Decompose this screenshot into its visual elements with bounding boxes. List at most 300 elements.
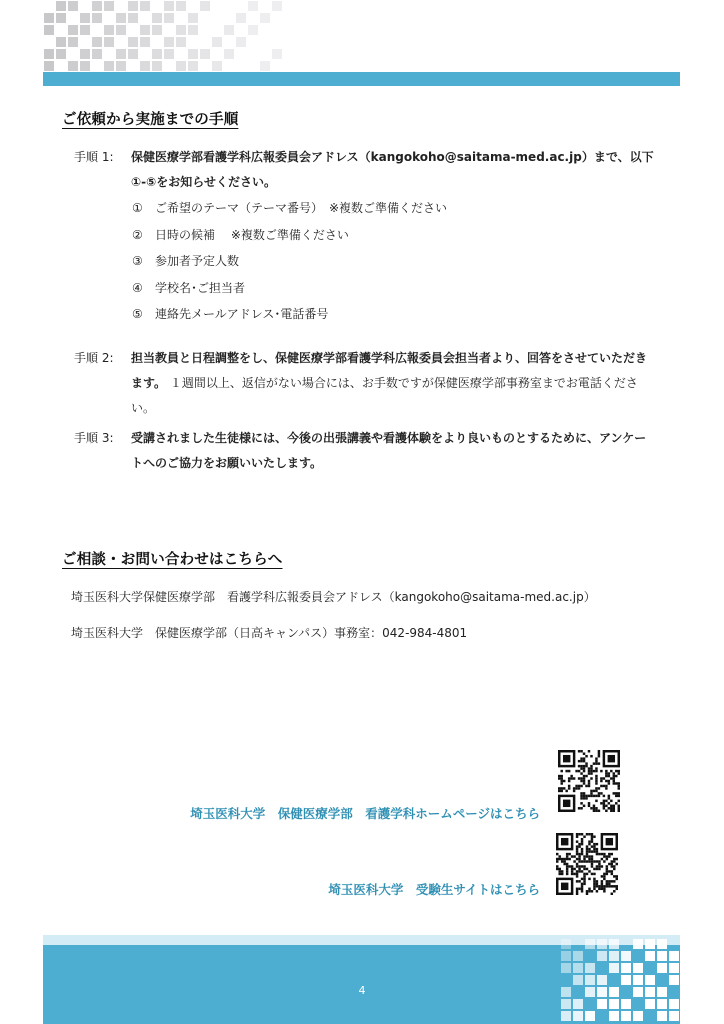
item-number: ② [132,227,143,242]
pattern-square [104,25,114,35]
pattern-square [645,939,655,949]
pattern-square [618,792,620,794]
pattern-square [615,802,617,804]
pattern-square [566,855,568,857]
pattern-square [176,25,186,35]
pattern-square [598,750,600,752]
pattern-square [613,775,615,777]
pattern-square [573,1011,583,1021]
pattern-square [616,878,618,880]
pattern-square [561,860,563,862]
pattern-square [603,885,605,887]
pattern-square [558,868,560,870]
pattern-square [575,785,577,787]
pattern-square [605,810,607,812]
pattern-square [585,762,587,764]
step-2-bold-text: 担当教員と日程調整をし、保健医療学部看護学科広報委員会担当者より、回答をさせていただきます。 [131,351,648,390]
pattern-square [588,890,590,892]
pattern-square [556,860,558,862]
pattern-square [585,785,587,787]
pattern-square [576,840,578,842]
pattern-square [581,860,583,862]
pattern-square [645,951,655,961]
pattern-square [595,782,597,784]
pattern-square [618,785,620,787]
pattern-square [56,13,66,23]
pattern-square [588,888,590,890]
pattern-square [164,1,174,11]
pattern-square [596,848,598,850]
pattern-square [224,25,234,35]
pattern-square [598,810,600,812]
pattern-square [56,37,66,47]
pattern-square [613,890,615,892]
pattern-square [603,802,605,804]
pattern-square [613,865,615,867]
pattern-square [603,795,605,797]
pattern-square [596,880,598,882]
pattern-square [590,755,592,757]
pattern-square [605,775,607,777]
pattern-square [601,853,603,855]
pattern-square [576,845,578,847]
step-3-text: 受講されました生徒様には、今後の出張講義や看護体験をより良いものとするために、アンケートへのご協力をお願いいたします。 [131,431,647,470]
pattern-square [558,777,560,779]
pattern-square [581,833,583,835]
pattern-square [606,865,608,867]
item-number: ④ [132,280,143,295]
pattern-square [583,780,585,782]
pattern-square [561,858,563,860]
pattern-square [610,807,612,809]
pattern-square [616,863,618,865]
pattern-square [573,873,575,875]
pattern-square [578,777,580,779]
pattern-square [578,870,580,872]
pattern-square [581,870,583,872]
pattern-square [581,838,583,840]
pattern-square [556,853,558,855]
pattern-square [611,893,613,895]
pattern-square [609,939,619,949]
pattern-square [583,873,585,875]
pattern-square [598,888,600,890]
pattern-square [80,13,90,23]
pattern-square [561,939,571,949]
pattern-square [116,49,126,59]
header-cross-pattern [43,0,680,72]
item-number: ① [132,201,143,215]
pattern-square [573,999,583,1009]
pattern-square [566,870,568,872]
pattern-square [583,875,585,877]
pattern-square [578,853,580,855]
list-item [132,195,447,222]
pattern-square [128,37,138,47]
pattern-square [603,890,605,892]
pattern-square [591,858,593,860]
pattern-square [188,13,198,23]
pattern-square [613,885,615,887]
pattern-square [591,855,593,857]
pattern-square [609,999,619,1009]
pattern-square [603,875,605,877]
pattern-square [597,999,607,1009]
pattern-square [588,858,590,860]
pattern-square [586,850,588,852]
pattern-square [605,785,607,787]
pattern-square [595,807,597,809]
pattern-square [610,805,612,807]
pattern-square [116,61,126,71]
pattern-square [566,865,568,867]
pattern-square [590,770,592,772]
pattern-square [606,885,608,887]
pattern-square [565,770,567,772]
pattern-square [590,765,592,767]
pattern-square [597,951,607,961]
list-item [132,248,447,275]
pattern-square [68,37,78,47]
pattern-square [576,890,578,892]
pattern-square [44,13,54,23]
pattern-square [580,785,582,787]
pattern-square [581,885,583,887]
pattern-square [593,860,595,862]
pattern-square [605,780,607,782]
pattern-square [580,777,582,779]
pattern-square [576,835,578,837]
pattern-square [583,835,585,837]
pattern-square [613,858,615,860]
pattern-square [633,963,643,973]
pattern-square [615,770,617,772]
pattern-square [588,860,590,862]
pattern-square [583,752,585,754]
pattern-square [576,870,578,872]
pattern-square [578,785,580,787]
pattern-square [593,888,595,890]
pattern-square [212,37,222,47]
pattern-square [583,865,585,867]
pattern-square [588,772,590,774]
pattern-square [588,780,590,782]
pattern-square [593,835,595,837]
pattern-square [608,855,610,857]
pattern-square [580,792,582,794]
pattern-square [573,951,583,961]
pattern-square [615,792,617,794]
pattern-square [566,873,568,875]
pattern-square [595,795,597,797]
pattern-square [583,795,585,797]
pattern-square [583,782,585,784]
pattern-square [621,999,631,1009]
pattern-square [576,893,578,895]
pattern-square [164,37,174,47]
pattern-square [573,855,575,857]
pattern-square [596,883,598,885]
pattern-square [585,765,587,767]
pattern-square [606,880,608,882]
pattern-square [591,890,593,892]
pattern-square [583,797,585,799]
pattern-square [568,770,570,772]
pattern-square [598,853,600,855]
pattern-square [200,49,210,59]
pattern-square [580,767,582,769]
pattern-square [603,800,605,802]
pattern-square [595,775,597,777]
pattern-square [578,845,580,847]
pattern-square [578,750,580,752]
pattern-square [558,775,560,777]
pattern-square [573,777,575,779]
pattern-square [581,883,583,885]
request-items-list [132,195,447,328]
pattern-square [580,760,582,762]
pattern-square [561,838,568,845]
pattern-square [613,860,615,862]
pattern-square [605,772,607,774]
pattern-square [598,868,600,870]
pattern-square [583,805,585,807]
pattern-square [560,782,562,784]
pattern-square [568,785,570,787]
pattern-square [104,61,114,71]
pattern-square [586,855,588,857]
pattern-square [595,780,597,782]
pattern-square [596,868,598,870]
pattern-square [578,833,580,835]
item-number: ③ [132,254,143,268]
pattern-square [593,885,595,887]
pattern-square [595,770,597,772]
pattern-square [590,790,592,792]
pattern-square [608,883,610,885]
pattern-square [575,770,577,772]
pattern-square [598,860,600,862]
pattern-square [116,25,126,35]
pattern-square [596,853,598,855]
pattern-square [588,848,590,850]
pattern-square [603,873,605,875]
pattern-square [618,772,620,774]
pattern-square [588,878,590,880]
pattern-square [588,770,590,772]
pattern-square [188,25,198,35]
pattern-square [613,805,615,807]
pattern-square [581,843,583,845]
pattern-square [613,792,615,794]
pattern-square [610,777,612,779]
pattern-square [560,787,562,789]
pattern-square [560,770,562,772]
pattern-square [573,963,583,973]
pattern-square [600,770,602,772]
pattern-square [593,845,595,847]
pattern-square [600,802,602,804]
pattern-square [605,805,607,807]
pattern-square [561,963,571,973]
pattern-square [597,939,607,949]
pattern-square [583,855,585,857]
pattern-square [590,807,592,809]
pattern-square [583,770,585,772]
pattern-square [581,865,583,867]
pattern-square [578,807,580,809]
pattern-square [608,880,610,882]
pattern-square [608,870,610,872]
step-3 [74,426,654,476]
pattern-square [595,762,597,764]
pattern-square [606,870,608,872]
pattern-square [593,873,595,875]
pattern-square [616,875,618,877]
pattern-square [591,838,593,840]
pattern-square [615,782,617,784]
pattern-square [248,1,258,11]
pattern-square [601,885,603,887]
homepage-link[interactable]: 埼玉医科大学 保健医療学部 看護学科ホームページはこちら [190,806,540,821]
pattern-square [598,865,600,867]
pattern-square [593,878,595,880]
pattern-square [583,777,585,779]
pattern-square [563,787,565,789]
pattern-square [608,782,610,784]
pattern-square [609,963,619,973]
pattern-square [657,963,667,973]
pattern-square [585,939,595,949]
pattern-square [571,870,573,872]
pattern-square [611,880,613,882]
pattern-square [595,790,597,792]
pattern-square [80,25,90,35]
pattern-square [580,807,582,809]
pattern-square [605,770,607,772]
header-band [43,72,680,86]
pattern-square [188,49,198,59]
pattern-square [586,873,588,875]
pattern-square [585,1011,595,1021]
pattern-square [68,1,78,11]
pattern-square [563,755,570,762]
pattern-square [603,807,605,809]
pattern-square [272,1,282,11]
pattern-square [603,805,605,807]
pattern-square [606,858,608,860]
pattern-square [591,845,593,847]
pattern-square [566,863,568,865]
pattern-square [570,777,572,779]
pattern-square [580,780,582,782]
step-2 [74,346,654,421]
pattern-square [609,1011,619,1021]
pattern-square [588,782,590,784]
exam-site-link[interactable]: 埼玉医科大学 受験生サイトはこちら [328,882,540,897]
pattern-square [613,777,615,779]
pattern-square [212,61,222,71]
pattern-square [613,772,615,774]
pattern-square [576,888,578,890]
pattern-square [578,865,580,867]
pattern-square [566,853,568,855]
pattern-square [590,792,592,794]
pattern-square [613,782,615,784]
pattern-square [600,777,602,779]
pattern-square [633,1011,643,1021]
pattern-square [588,802,590,804]
pattern-square [188,61,198,71]
pattern-square [593,848,595,850]
pattern-square [598,795,600,797]
pattern-square [583,860,585,862]
pattern-square [585,755,587,757]
pattern-square [570,775,572,777]
pattern-square [598,787,600,789]
pattern-square [669,963,679,973]
pattern-square [618,782,620,784]
pattern-square [581,848,583,850]
pattern-square [140,1,150,11]
pattern-square [606,883,608,885]
pattern-square [611,865,613,867]
pattern-square [586,853,588,855]
pattern-square [615,775,617,777]
pattern-square [657,999,667,1009]
contact-heading: ご相談・お問い合わせはこちらへ [62,552,283,568]
pattern-square [56,1,66,11]
pattern-square [580,772,582,774]
step-1-text: 保健医療学部看護学科広報委員会アドレス（kangokoho@saitama-med.ac.jp）まで、以下①-⑤をお知らせください。 [131,150,654,189]
pattern-square [44,61,54,71]
pattern-square [576,853,578,855]
pattern-square [583,767,585,769]
step-3-label: 手順 3: [74,431,114,445]
pattern-square [610,810,612,812]
pattern-square [618,787,620,789]
item-text: 連絡先メールアドレス･電話番号 [155,307,329,321]
pattern-square [588,855,590,857]
pattern-square [566,868,568,870]
pattern-square [583,883,585,885]
pattern-square [585,797,587,799]
pattern-square [591,840,593,842]
pattern-square [595,777,597,779]
pattern-square [603,853,605,855]
pattern-square [598,762,600,764]
pattern-square [585,963,595,973]
pattern-square [600,785,602,787]
pattern-square [152,25,162,35]
pattern-square [595,810,597,812]
pattern-square [595,760,597,762]
pattern-square [603,888,605,890]
pattern-square [152,61,162,71]
pattern-square [583,760,585,762]
exam-site-qr-code[interactable] [556,833,618,895]
pattern-square [583,765,585,767]
pattern-square [576,873,578,875]
homepage-qr-code[interactable] [558,750,620,812]
pattern-square [590,772,592,774]
pattern-square [576,875,578,877]
pattern-square [578,787,580,789]
pattern-square [578,888,580,890]
pattern-square [618,810,620,812]
pattern-square [608,795,610,797]
pattern-square [598,752,600,754]
